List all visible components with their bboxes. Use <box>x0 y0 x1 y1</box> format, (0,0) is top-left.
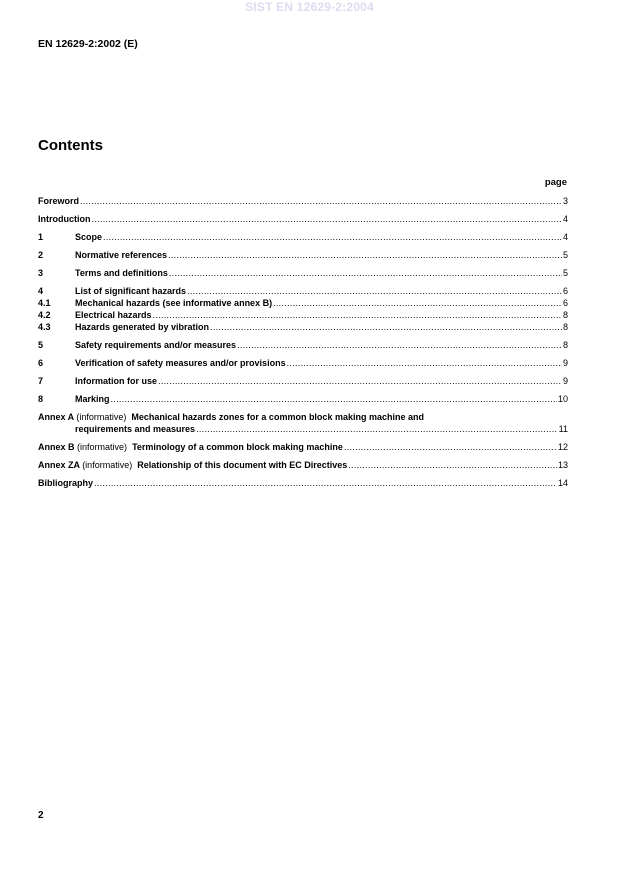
toc-entry-foreword[interactable] <box>38 195 568 207</box>
toc-entry-page: 11 <box>558 424 568 434</box>
toc-entry-title: Electrical hazards <box>75 310 152 320</box>
toc-entry-title: Normative references <box>75 250 168 260</box>
toc-entry-information-for-use[interactable] <box>38 375 568 387</box>
toc-leader <box>92 213 562 225</box>
toc-entry-title: Marking <box>75 394 110 404</box>
toc-entry-number: 3 <box>38 268 44 278</box>
toc-entry-page: 8 <box>562 322 568 332</box>
toc-entry-number: 4.2 <box>38 310 51 320</box>
toc-entry-title: List of significant hazards <box>75 286 187 296</box>
toc-entry-safety-requirements[interactable] <box>38 339 568 351</box>
toc-entry-verification[interactable] <box>38 357 568 369</box>
toc-entry-number: 2 <box>38 250 44 260</box>
toc-entry-title: Verification of safety measures and/or provisions <box>75 358 286 368</box>
toc-entry-bibliography[interactable] <box>38 477 568 489</box>
toc-entry-page: 4 <box>562 232 568 242</box>
annex-label: Annex ZA <box>38 460 80 470</box>
toc-entry-electrical-hazards[interactable] <box>38 309 568 321</box>
toc-entry-title: Foreword <box>38 196 80 206</box>
toc-entry-number: 5 <box>38 340 44 350</box>
toc-leader <box>168 249 562 261</box>
page-number: 2 <box>38 810 44 821</box>
toc-entry-mechanical-hazards[interactable] <box>38 297 568 309</box>
toc-leader <box>169 267 562 279</box>
toc-entry-annex-za[interactable] <box>38 459 568 471</box>
toc-entry-marking[interactable] <box>38 393 568 405</box>
annex-title: Relationship of this document with EC Directives <box>137 460 348 470</box>
toc-entry-scope[interactable] <box>38 231 568 243</box>
annex-title-continued: requirements and measures <box>75 424 196 434</box>
annex-title: Mechanical hazards zones for a common block making machine and <box>131 412 424 422</box>
watermark: SIST EN 12629-2:2004 <box>245 0 374 14</box>
toc-entry-list-of-hazards[interactable] <box>38 285 568 297</box>
toc-entry-page: 8 <box>562 310 568 320</box>
toc-entry-terms-and-definitions[interactable] <box>38 267 568 279</box>
toc-leader <box>348 459 557 471</box>
toc-entry-number: 7 <box>38 376 44 386</box>
toc-entry-page: 3 <box>562 196 568 206</box>
toc-entry-number: 1 <box>38 232 44 242</box>
toc-entry-number: 4.3 <box>38 322 51 332</box>
toc-leader <box>196 423 558 435</box>
toc-entry-page: 5 <box>562 250 568 260</box>
toc-leader <box>94 477 557 489</box>
toc-entry-page: 5 <box>562 268 568 278</box>
toc-entry-page: 10 <box>557 394 568 404</box>
toc-entry-title: Bibliography <box>38 478 94 488</box>
toc-entry-number: 4 <box>38 286 44 296</box>
annex-label: Annex A <box>38 412 74 422</box>
toc-entry-title: Introduction <box>38 214 91 224</box>
annex-status: (informative) <box>77 442 128 452</box>
toc-leader <box>111 393 557 405</box>
toc-leader <box>344 441 557 453</box>
toc-entry-number: 4.1 <box>38 298 51 308</box>
annex-label: Annex B <box>38 442 75 452</box>
toc-leader <box>287 357 562 369</box>
toc-leader <box>158 375 562 387</box>
toc-entry-page: 12 <box>557 442 568 452</box>
toc-entry-page: 8 <box>562 340 568 350</box>
toc-entry-page: 13 <box>557 460 568 470</box>
toc-entry-title: Scope <box>75 232 103 242</box>
toc-entry-title: Hazards generated by vibration <box>75 322 210 332</box>
annex-status: (informative) <box>82 460 133 470</box>
toc-entry-page: 4 <box>562 214 568 224</box>
toc-leader <box>187 285 562 297</box>
toc-leader <box>210 321 562 333</box>
toc-leader <box>103 231 562 243</box>
table-of-contents <box>38 195 568 489</box>
toc-entry-page: 9 <box>562 358 568 368</box>
toc-entry-title: Terms and definitions <box>75 268 168 278</box>
toc-entry-title: Information for use <box>75 376 158 386</box>
toc-entry-page: 6 <box>562 298 568 308</box>
toc-leader <box>153 309 562 321</box>
toc-leader <box>80 195 562 207</box>
toc-entry-page: 14 <box>557 478 568 488</box>
toc-entry-page: 6 <box>562 286 568 296</box>
annex-title: Terminology of a common block making machine <box>132 442 343 452</box>
contents-heading: Contents <box>38 137 103 154</box>
toc-entry-page: 9 <box>562 376 568 386</box>
toc-entry-vibration-hazards[interactable] <box>38 321 568 333</box>
toc-entry-annex-a[interactable] <box>38 411 568 435</box>
toc-entry-normative-references[interactable] <box>38 249 568 261</box>
toc-leader <box>237 339 562 351</box>
annex-status: (informative) <box>76 412 127 422</box>
toc-entry-introduction[interactable] <box>38 213 568 225</box>
toc-entry-number: 6 <box>38 358 44 368</box>
toc-entry-number: 8 <box>38 394 44 404</box>
toc-entry-title: Safety requirements and/or measures <box>75 340 237 350</box>
toc-entry-title: Mechanical hazards (see informative annex B) <box>75 298 273 308</box>
toc-entry-annex-b[interactable] <box>38 441 568 453</box>
page-column-label: page <box>544 177 567 188</box>
toc-leader <box>273 297 562 309</box>
document-id: EN 12629-2:2002 (E) <box>38 38 138 50</box>
